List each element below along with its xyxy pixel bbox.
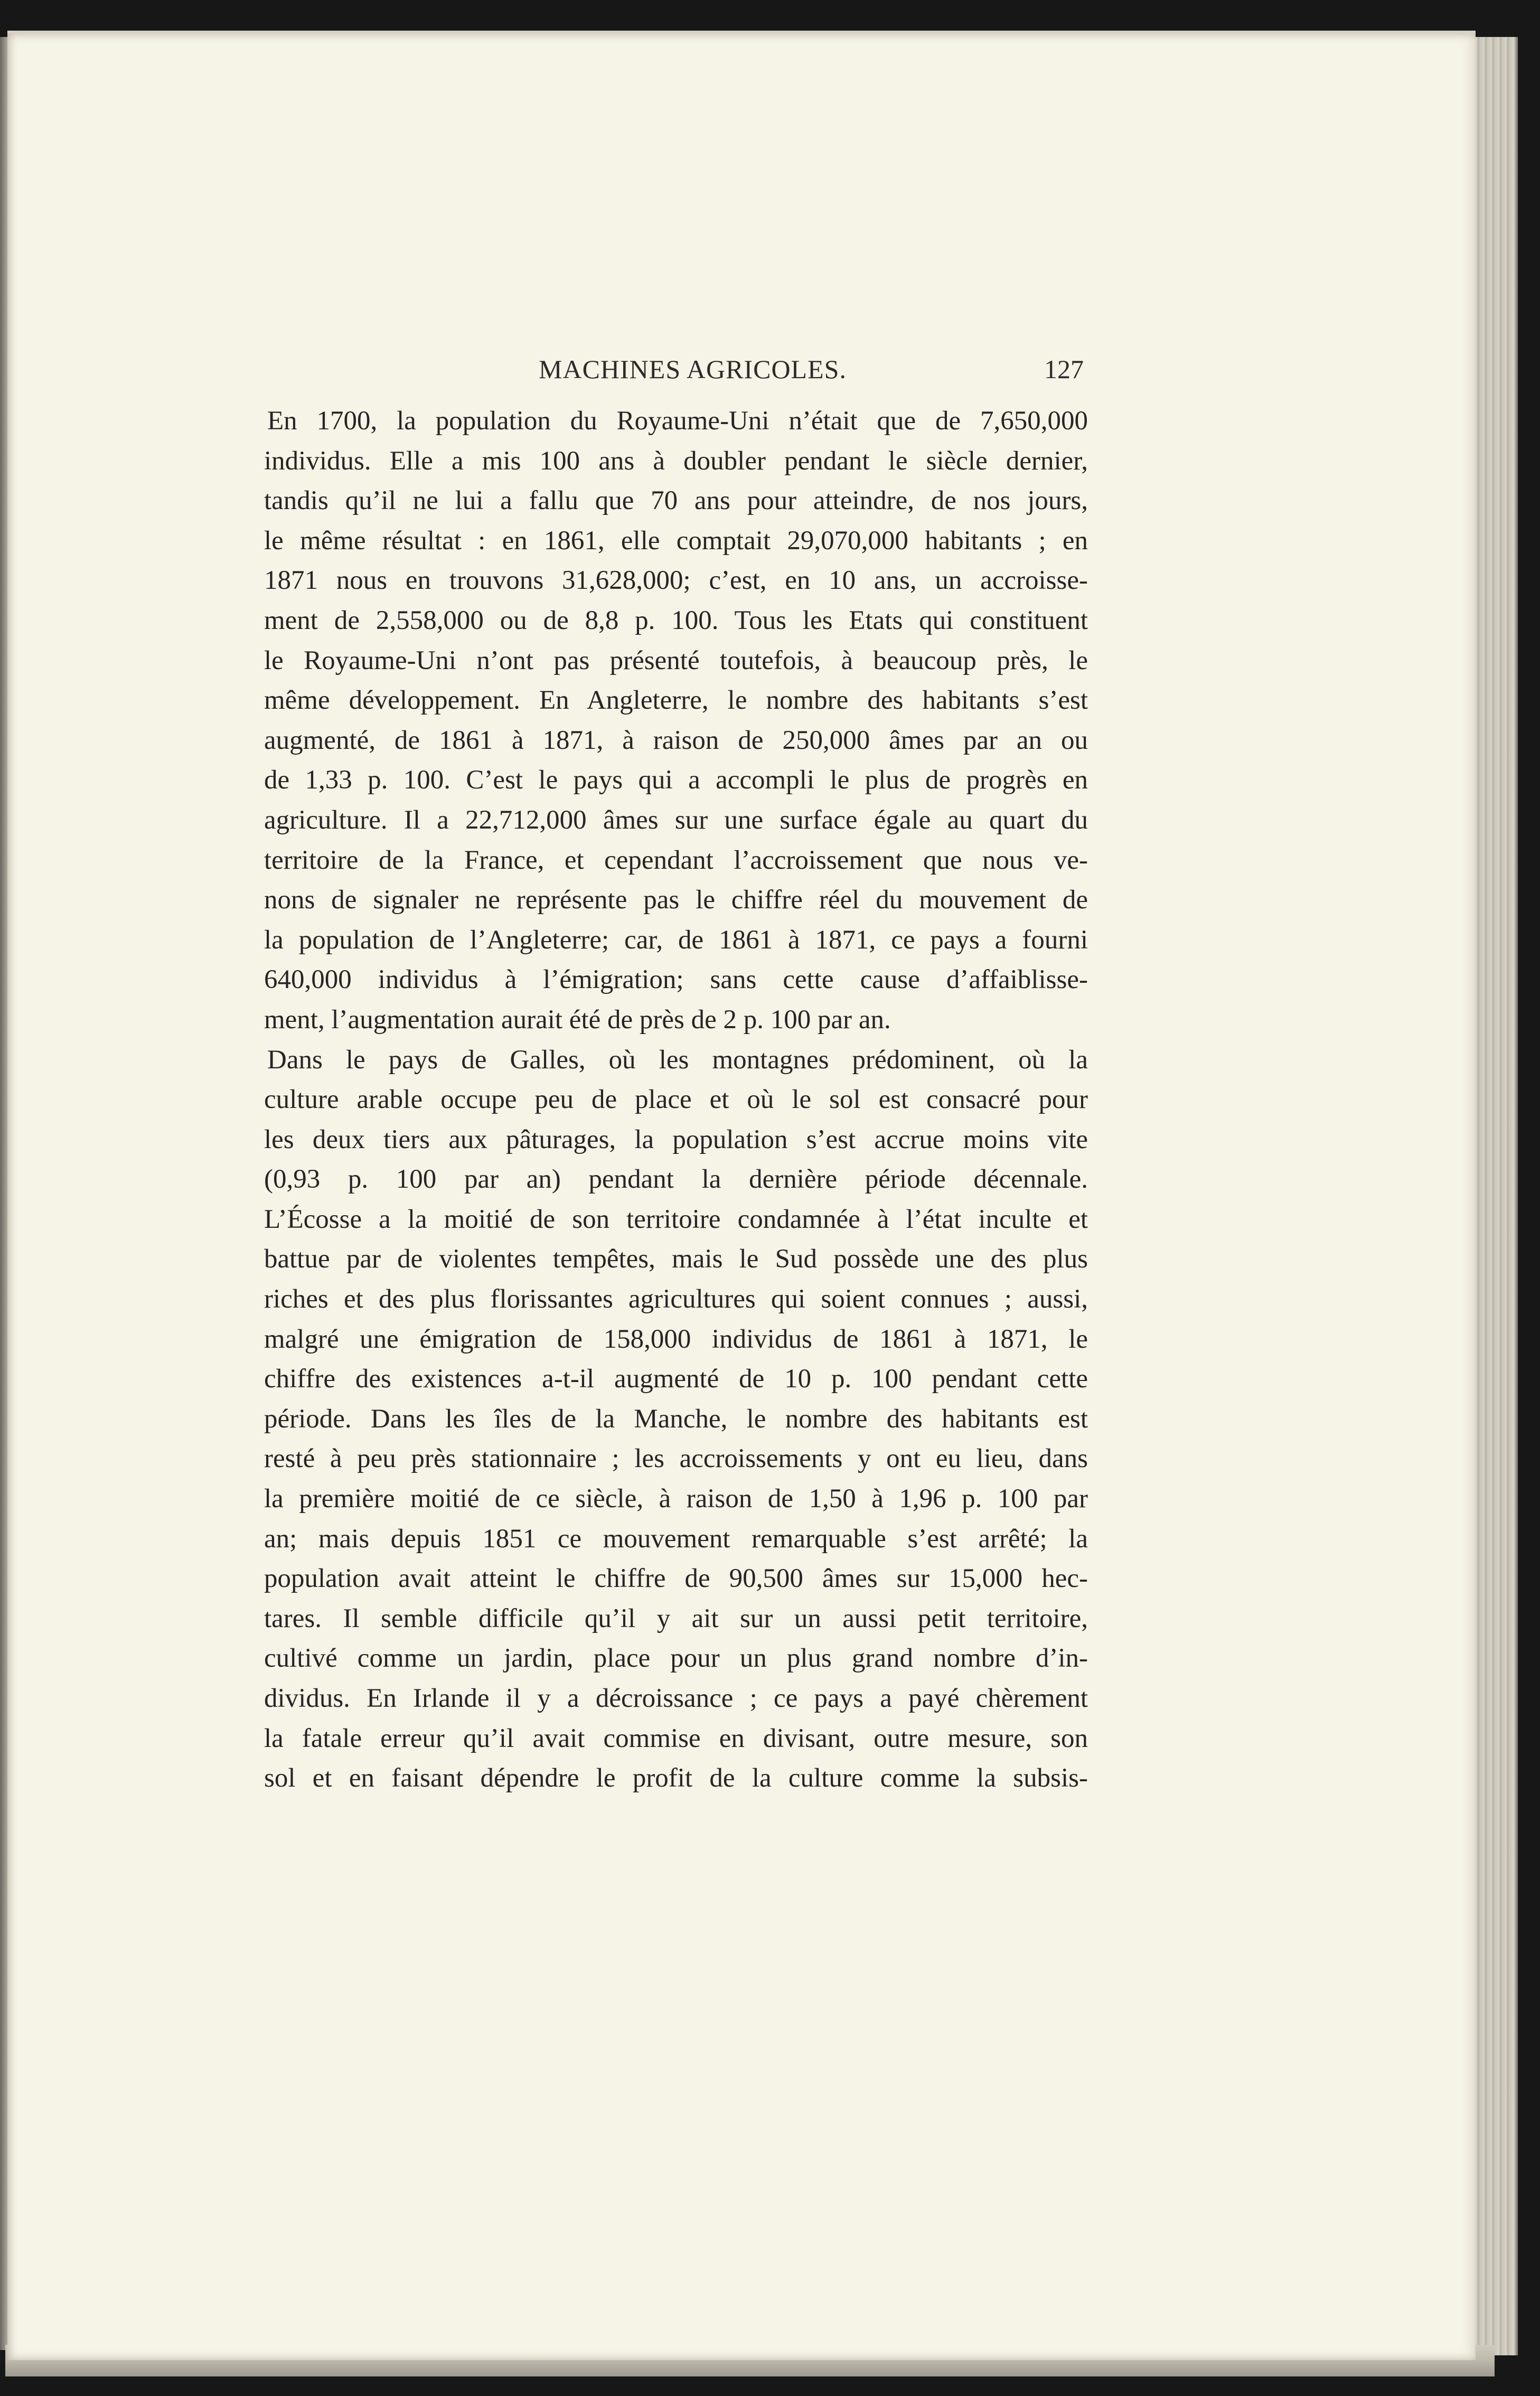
body-text	[264, 401, 1088, 1799]
text-line: En 1700, la population du Royaume-Uni n’était que de 7,650,000	[267, 406, 1088, 436]
text-line: tandis qu’il ne lui a fallu que 70 ans pour atteindre, de nos jours,	[264, 486, 1088, 516]
text-line: période. Dans les îles de la Manche, le nombre des habitants est	[264, 1404, 1088, 1434]
text-line: 1871 nous en trouvons 31,628,000; c’est, en 10 ans, un accroisse-	[264, 566, 1088, 596]
text-line: ment de 2,558,000 ou de 8,8 p. 100. Tous les Etats qui constituent	[264, 605, 1088, 635]
text-line: culture arable occupe peu de place et où le sol est consacré pour	[264, 1085, 1088, 1115]
text-line: Dans le pays de Galles, où les montagnes prédominent, où la	[267, 1045, 1088, 1075]
text-line: tares. Il semble difficile qu’il y ait sur un aussi petit territoire,	[264, 1603, 1088, 1633]
text-line: battue par de violentes tempêtes, mais le Sud possède une des plus	[264, 1244, 1088, 1274]
text-line: population avait atteint le chiffre de 90,500 âmes sur 15,000 hec-	[264, 1564, 1088, 1594]
text-line: la population de l’Angleterre; car, de 1861 à 1871, ce pays a fourni	[264, 925, 1088, 955]
text-line: ment, l’augmentation aurait été de près de 2 p. 100 par an.	[264, 1004, 891, 1035]
text-line: resté à peu près stationnaire ; les accroissements y ont eu lieu, dans	[264, 1444, 1088, 1474]
text-line: de 1,33 p. 100. C’est le pays qui a accompli le plus de progrès en	[264, 765, 1088, 795]
text-line: chiffre des existences a-t-il augmenté de 10 p. 100 pendant cette	[264, 1364, 1088, 1394]
text-line: même développement. En Angleterre, le nombre des habitants s’est	[264, 685, 1088, 716]
text-line: agriculture. Il a 22,712,000 âmes sur une surface égale au quart du	[264, 805, 1088, 835]
page-number: 127	[1044, 354, 1084, 384]
text-line: sol et en faisant dépendre le profit de la culture comme la subsis-	[264, 1763, 1088, 1793]
page-header	[264, 354, 1088, 401]
text-line: la première moitié de ce siècle, à raison de 1,50 à 1,96 p. 100 par	[264, 1484, 1088, 1514]
text-line: (0,93 p. 100 par an) pendant la dernière période décennale.	[264, 1164, 1088, 1195]
text-line: la fatale erreur qu’il avait commise en divisant, outre mesure, son	[264, 1723, 1088, 1753]
text-line: territoire de la France, et cependant l’accroissement que nous ve-	[264, 845, 1088, 875]
text-line: le Royaume-Uni n’ont pas présenté toutefois, à beaucoup près, le	[264, 645, 1088, 675]
text-line: les deux tiers aux pâturages, la population s’est accrue moins vite	[264, 1124, 1088, 1154]
text-line: dividus. En Irlande il y a décroissance ; ce pays a payé chèrement	[264, 1684, 1088, 1713]
text-line: augmenté, de 1861 à 1871, à raison de 250,000 âmes par an ou	[264, 725, 1088, 755]
text-line: L’Écosse a la moitié de son territoire condamnée à l’état inculte et	[264, 1204, 1088, 1234]
running-title: MACHINES AGRICOLES.	[539, 354, 847, 384]
text-line: cultivé comme un jardin, place pour un plus grand nombre d’in-	[264, 1643, 1088, 1674]
text-line: an; mais depuis 1851 ce mouvement remarquable s’est arrêté; la	[264, 1524, 1088, 1554]
text-line: individus. Elle a mis 100 ans à doubler pendant le siècle dernier,	[264, 446, 1088, 476]
text-line: le même résultat : en 1861, elle comptait 29,070,000 habitants ; en	[264, 525, 1088, 556]
text-line: nons de signaler ne représente pas le chiffre réel du mouvement de	[264, 885, 1088, 915]
text-line: malgré une émigration de 158,000 individus de 1861 à 1871, le	[264, 1324, 1088, 1354]
text-line: 640,000 individus à l’émigration; sans cette cause d’affaiblisse-	[264, 965, 1088, 995]
text-line: riches et des plus florissantes agricultures qui soient connues ; aussi,	[264, 1284, 1088, 1314]
